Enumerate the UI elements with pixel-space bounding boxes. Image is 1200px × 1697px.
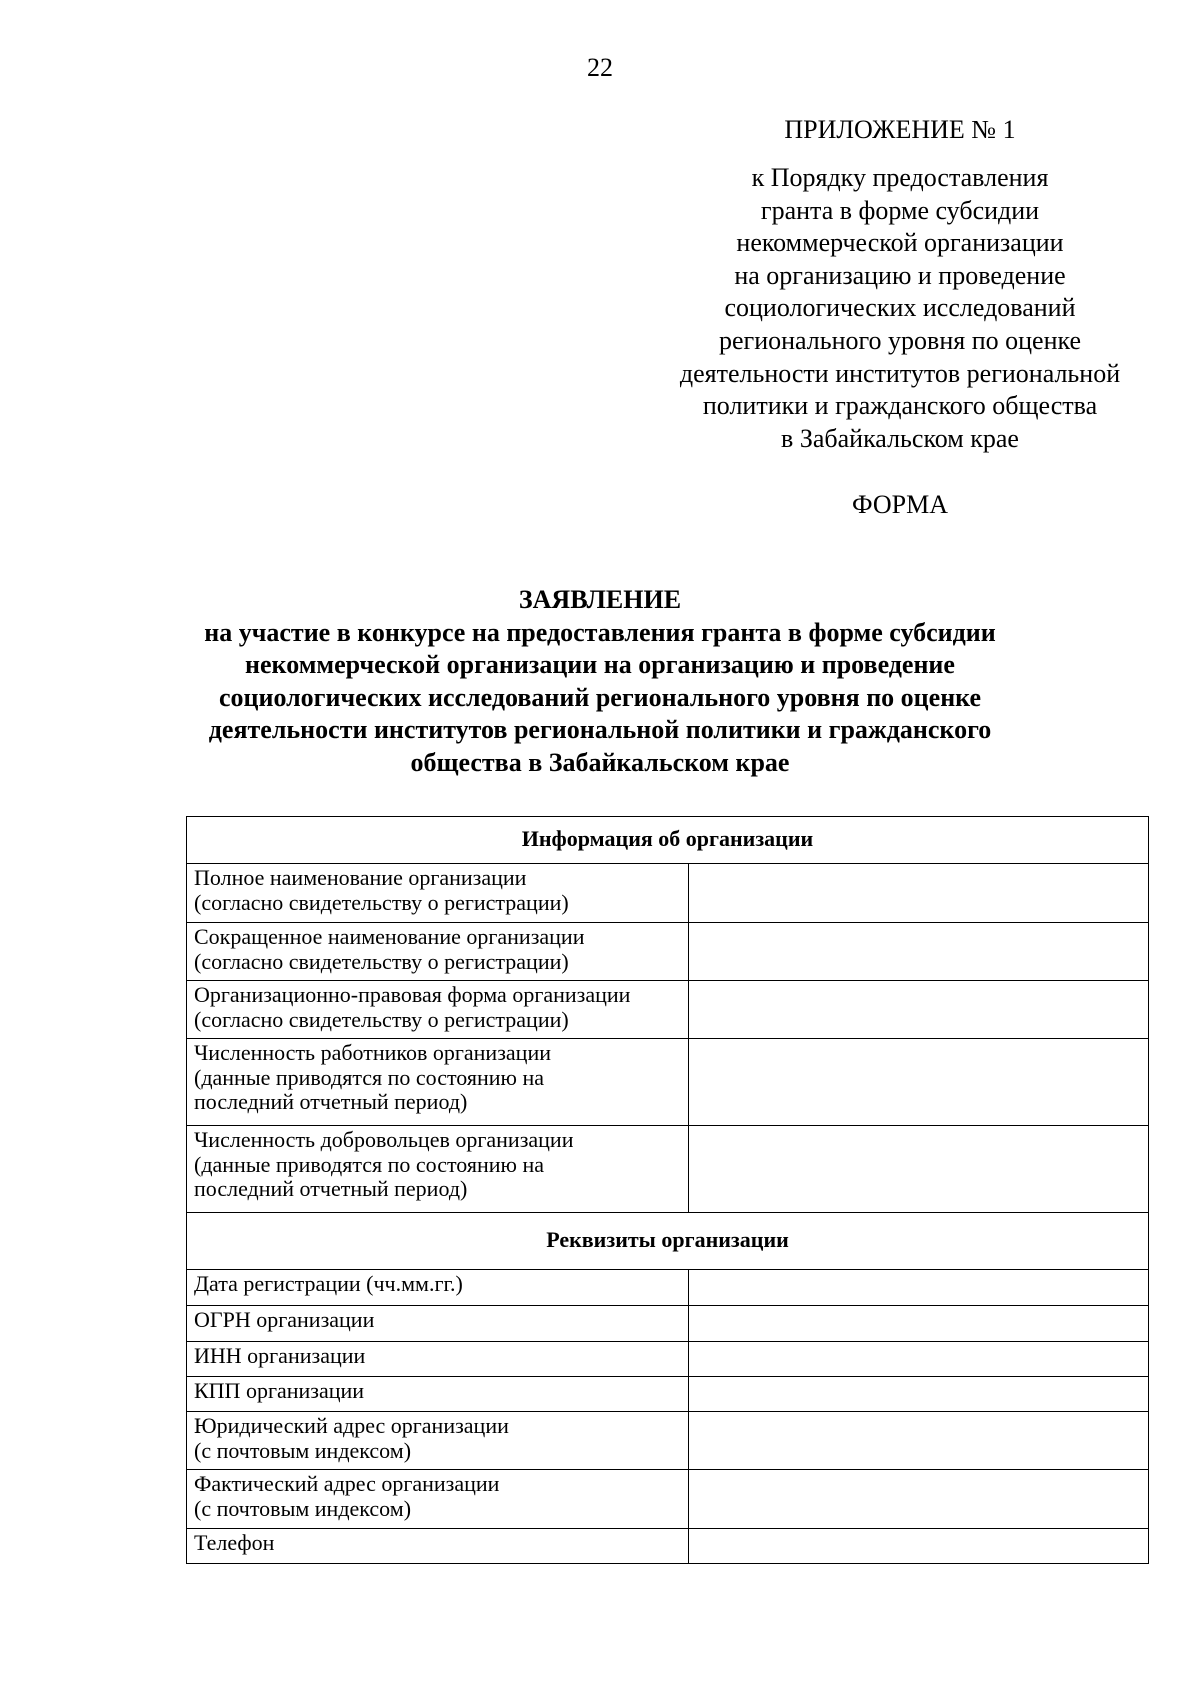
row-label-text: Организационно-правовая форма организации (согласно свидетельству о регистрации) (194, 982, 631, 1032)
appendix-subtitle-line: деятельности институтов региональной (679, 358, 1121, 388)
row-value-cell[interactable] (688, 1377, 1148, 1412)
row-label (187, 1412, 689, 1470)
row-label-text: ОГРН организации (194, 1307, 375, 1332)
row-label-text: Полное наименование организации (согласно свидетельству о регистрации) (194, 865, 569, 915)
row-label-text: Численность работников организации (данные приводятся по состоянию на последний отчетный период) (194, 1040, 551, 1114)
table-row (187, 1126, 1149, 1213)
row-label (187, 864, 689, 923)
row-value-cell[interactable] (688, 1270, 1148, 1306)
row-label (187, 1270, 689, 1306)
section-header-requisites: Реквизиты организации (187, 1213, 1149, 1270)
row-label (187, 1342, 689, 1377)
row-label-text: КПП организации (194, 1378, 365, 1403)
appendix-subtitle-line: к Порядку предоставления (751, 163, 1049, 192)
appendix-subtitle-line: гранта в форме субсидии (760, 195, 1040, 225)
appendix-subtitle-line: некоммерческой организации (736, 228, 1064, 258)
appendix-subtitle (650, 162, 1150, 455)
row-label-text: Численность добровольцев организации (данные приводятся по состоянию на последний отчетный период) (194, 1127, 574, 1201)
appendix-subtitle-line: политики и гражданского общества (702, 391, 1098, 421)
table-row (187, 1039, 1149, 1126)
appendix-subtitle-line: социологических исследований (724, 293, 1076, 323)
table-row (187, 1342, 1149, 1377)
organization-info-table (186, 816, 1149, 1564)
row-value-cell[interactable] (688, 864, 1148, 923)
row-value-cell[interactable] (688, 923, 1148, 981)
table-row (187, 923, 1149, 981)
table-row (187, 864, 1149, 923)
table-row (187, 981, 1149, 1039)
row-label-text: Телефон (194, 1530, 275, 1555)
row-label-text: Юридический адрес организации (с почтовым индексом) (194, 1413, 509, 1463)
table-section-row (187, 817, 1149, 864)
row-value-cell[interactable] (688, 1342, 1148, 1377)
row-label-text: ИНН организации (194, 1343, 366, 1368)
appendix-subtitle-line: регионального уровня по оценке (718, 325, 1082, 355)
form-label: ФОРМА (852, 490, 948, 519)
section-header-info: Информация об организации (187, 817, 1149, 864)
row-label (187, 1529, 689, 1564)
table-row (187, 1270, 1149, 1306)
table-row (187, 1377, 1149, 1412)
statement-body: на участие в конкурсе на предоставления гранта в форме субсидии некоммерческой организации на организацию и проведение социологических исследований регионального уровня по оценке деятельности институтов региональной политики и гражданского общества в Забайкальском крае (204, 617, 996, 777)
row-value-cell[interactable] (688, 1529, 1148, 1564)
row-value-cell[interactable] (688, 1412, 1148, 1470)
table-row (187, 1529, 1149, 1564)
statement-title: ЗАЯВЛЕНИЕ (518, 585, 682, 614)
appendix-title: ПРИЛОЖЕНИЕ № 1 (784, 115, 1016, 144)
row-value-cell[interactable] (688, 981, 1148, 1039)
table-row (187, 1306, 1149, 1342)
row-label-text: Дата регистрации (чч.мм.гг.) (194, 1271, 463, 1296)
row-value-cell[interactable] (688, 1306, 1148, 1342)
row-label (187, 1039, 689, 1126)
statement-heading (0, 584, 1200, 780)
row-value-cell[interactable] (688, 1126, 1148, 1213)
row-label (187, 1377, 689, 1412)
appendix-subtitle-line: на организацию и проведение (734, 260, 1066, 290)
row-label (187, 1126, 689, 1213)
row-label (187, 923, 689, 981)
row-label (187, 1306, 689, 1342)
table-row (187, 1412, 1149, 1470)
row-label (187, 981, 689, 1039)
row-label-text: Фактический адрес организации (с почтовым индексом) (194, 1471, 500, 1521)
table-section-row (187, 1213, 1149, 1270)
row-value-cell[interactable] (688, 1470, 1148, 1529)
page-number: 22 (587, 53, 613, 82)
table-row (187, 1470, 1149, 1529)
row-value-cell[interactable] (688, 1039, 1148, 1126)
row-label-text: Сокращенное наименование организации (согласно свидетельству о регистрации) (194, 924, 585, 974)
appendix-subtitle-line: в Забайкальском крае (781, 423, 1019, 453)
row-label (187, 1470, 689, 1529)
